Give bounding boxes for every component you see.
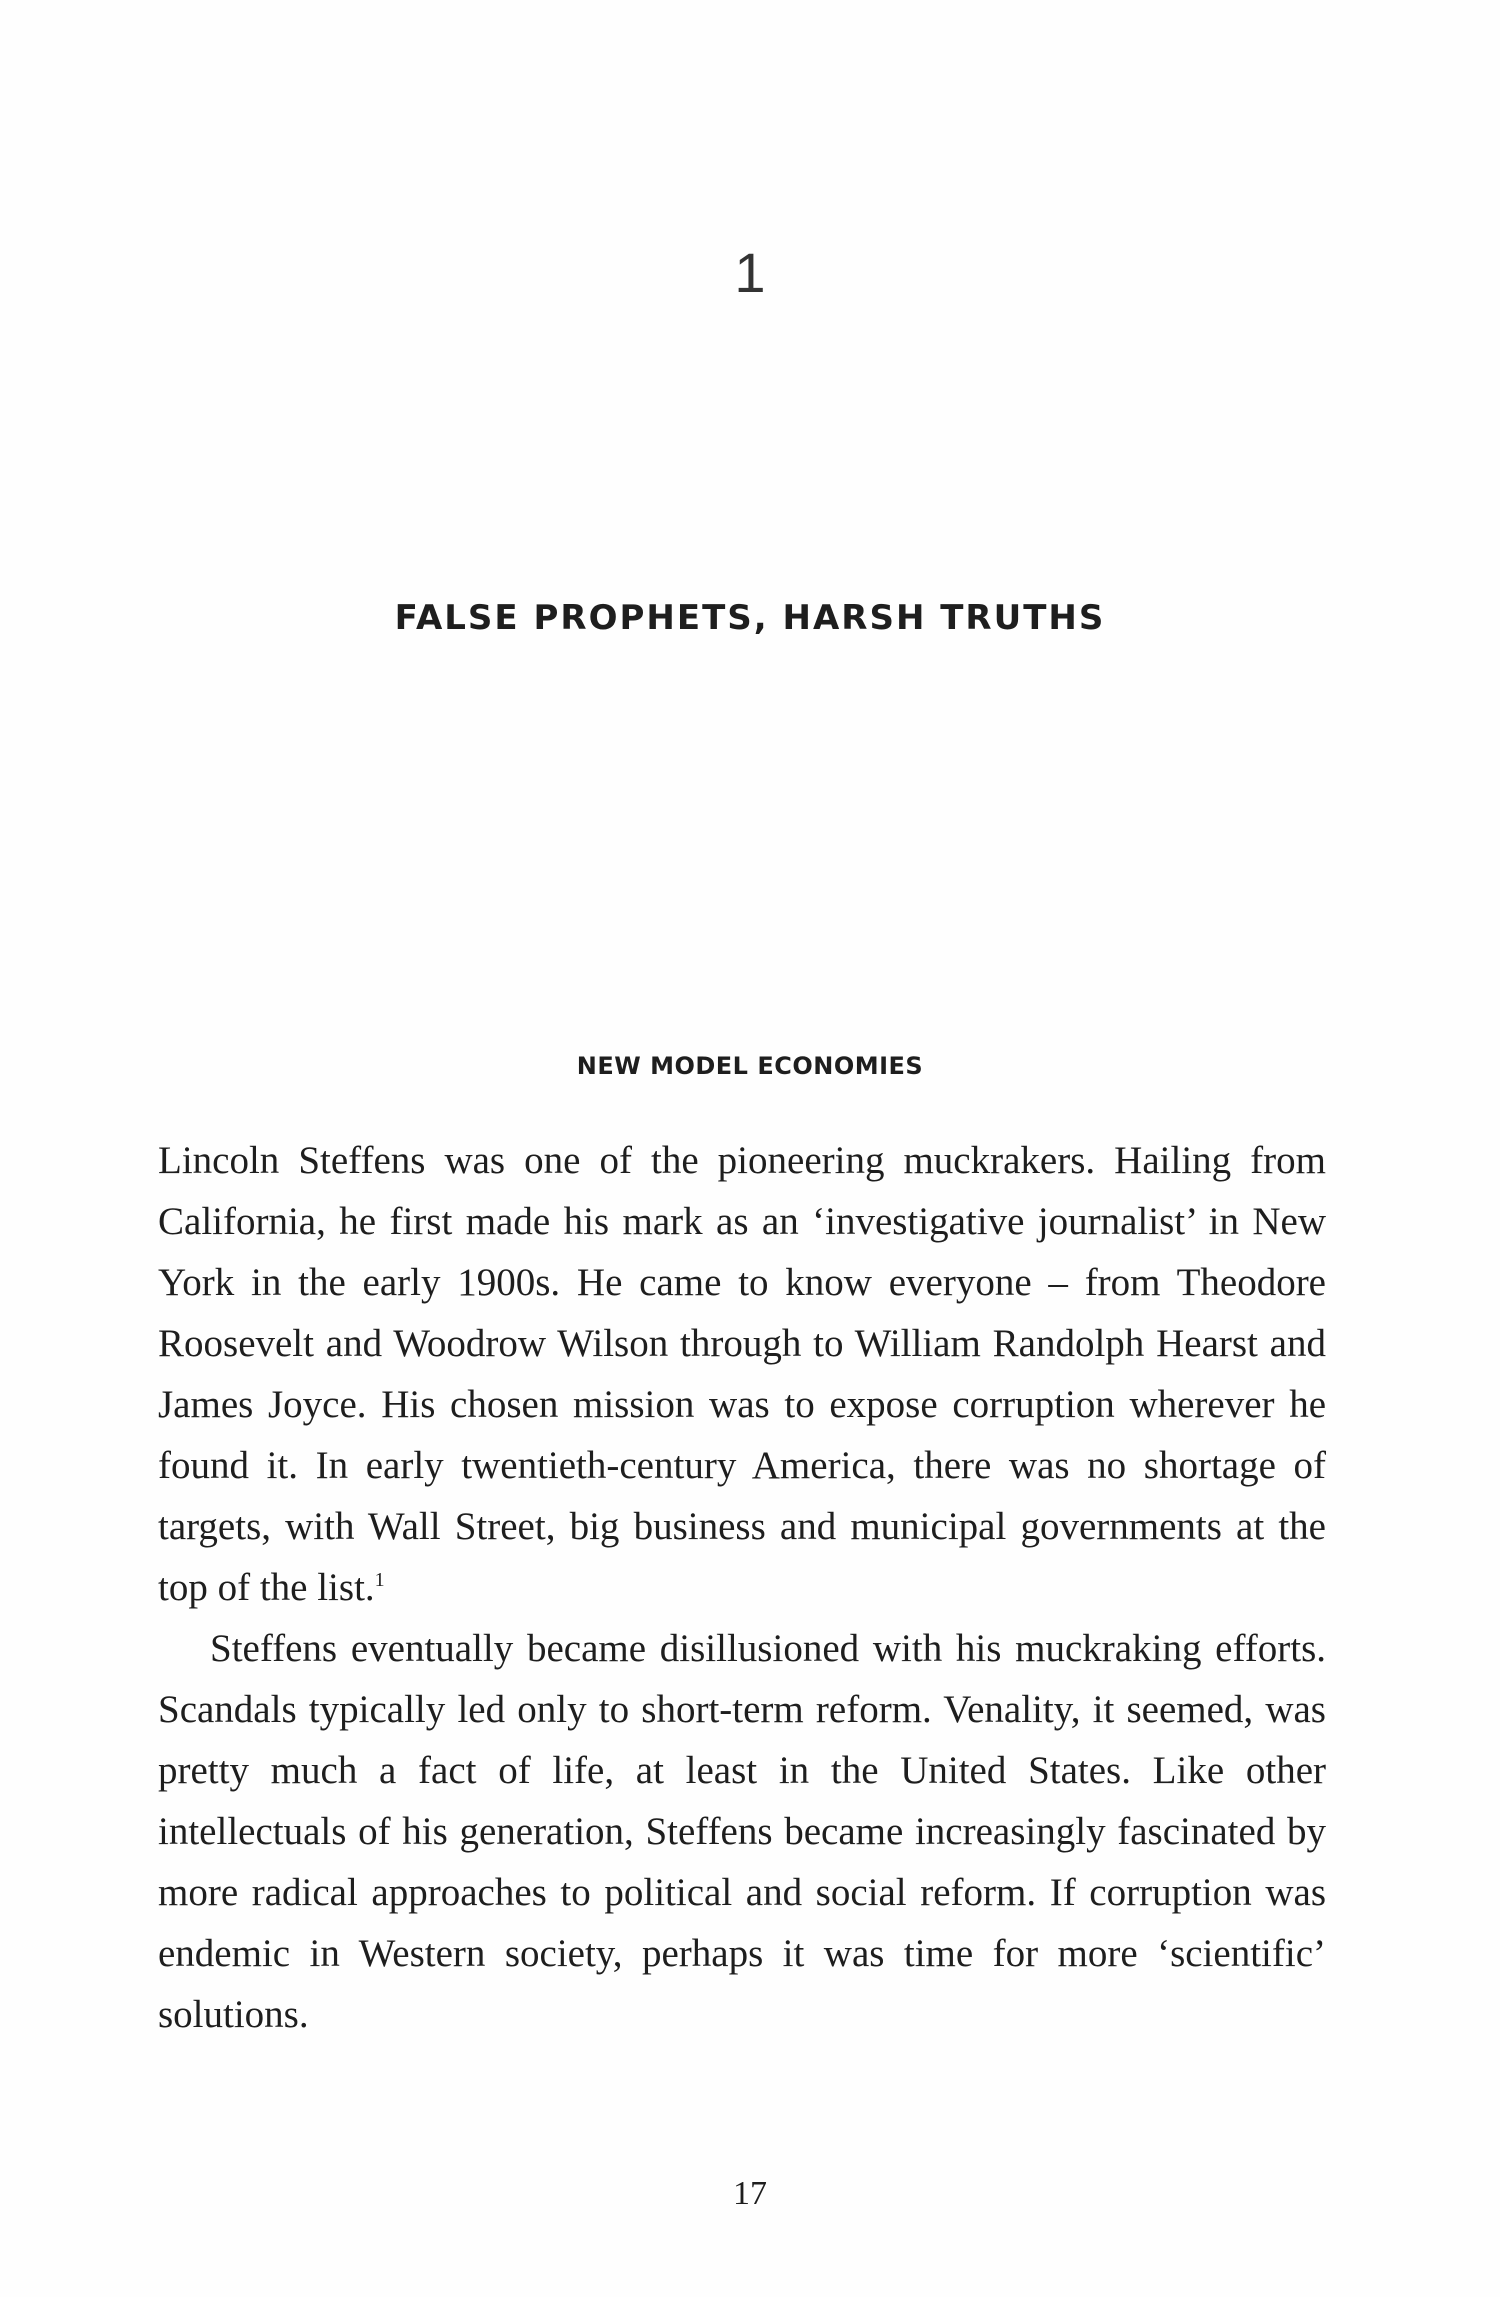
paragraph-2-text: Steffens eventually became disillusioned with his muckraking efforts. Scandals typically led only to short-term reform. Venality, it seemed, was pretty much a fact of life, at least in the United States. Like other intellectuals of his generation, Steffens became increasingly fascinated by more radical approaches to political and social reform. If corruption was endemic in Western society, perhaps it was time for more ‘scientific’ solutions.: [158, 1627, 1326, 2036]
paragraph-1: [158, 1130, 1326, 1618]
footnote-reference: 1: [374, 1569, 385, 1591]
paragraph-1-text: Lincoln Steffens was one of the pioneering muckrakers. Hailing from California, he first made his mark as an ‘investigative journalist’ in New York in the early 1900s. He came to know everyone – from Theodore Roosevelt and Woodrow Wilson through to William Randolph Hearst and James Joyce. His chosen mission was to expose corruption wherever he found it. In early twentieth-century America, there was no shortage of targets, with Wall Street, big business and municipal governments at the top of the list.: [158, 1139, 1326, 1609]
page-number: 17: [733, 2175, 767, 2212]
section-heading: NEW MODEL ECONOMIES: [576, 1052, 924, 1080]
paragraph-2: [158, 1618, 1326, 2045]
body-text: [158, 1130, 1326, 2045]
chapter-title: FALSE PROPHETS, HARSH TRUTHS: [394, 598, 1106, 638]
chapter-number: 1: [734, 241, 766, 304]
